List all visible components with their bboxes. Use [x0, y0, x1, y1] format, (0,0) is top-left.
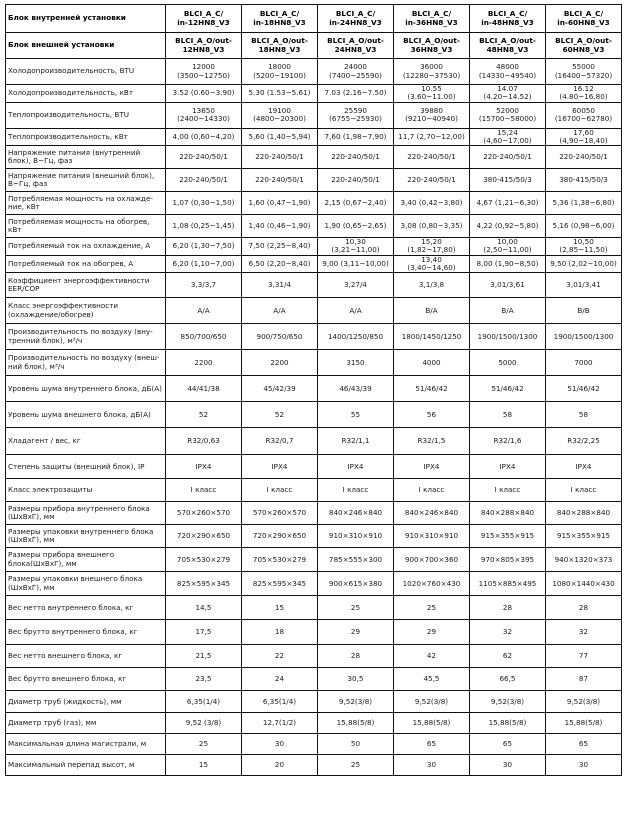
parameter-value: B/A: [394, 298, 470, 324]
parameter-value: I класс: [546, 479, 622, 502]
parameter-value: 6,20 (1,30~7,50): [166, 238, 242, 256]
parameter-value: 28: [546, 596, 622, 620]
parameter-value: 17,5: [166, 620, 242, 645]
parameter-value: 3,3/3,7: [166, 273, 242, 298]
parameter-value: 9,00 (3,11~10,00): [318, 255, 394, 273]
parameter-value: 51/46/42: [394, 376, 470, 402]
parameter-value: 12,7(1/2): [242, 713, 318, 734]
parameter-value: 10,30 (3,21~11,00): [318, 238, 394, 256]
parameter-value: IPX4: [394, 455, 470, 479]
parameter-label: Производительность по воздуху (вну-тренний блок), м³/ч: [6, 324, 166, 350]
parameter-value: 30: [470, 755, 546, 776]
parameter-value: 3150: [318, 350, 394, 376]
parameter-value: 3.52 (0.60~3.90): [166, 85, 242, 103]
parameter-value: B/A: [470, 298, 546, 324]
parameter-value: 13,40 (3,40~14,60): [394, 255, 470, 273]
parameter-value: 220-240/50/1: [470, 146, 546, 169]
parameter-value: 1,08 (0,25~1,45): [166, 215, 242, 238]
parameter-value: 15: [166, 755, 242, 776]
parameter-value: 60050 (16700~62780): [546, 102, 622, 128]
parameter-value: R32/1,5: [394, 428, 470, 455]
table-row: [6, 645, 622, 668]
parameter-value: 8,00 (1,90~8,50): [470, 255, 546, 273]
parameter-label: Теплопроизводительность, кВт: [6, 128, 166, 146]
parameter-value: 25: [166, 734, 242, 755]
parameter-label: Класс электрозащиты: [6, 479, 166, 502]
parameter-value: 42: [394, 645, 470, 668]
parameter-value: 840×288×840: [546, 502, 622, 525]
model-name: BLCI_A_O/out- 60HN8_V3: [546, 33, 622, 59]
parameter-value: 1,60 (0,47~1,90): [242, 192, 318, 215]
parameter-value: R32/1,6: [470, 428, 546, 455]
parameter-value: 915×355×915: [470, 525, 546, 548]
parameter-value: I класс: [318, 479, 394, 502]
table-row: [6, 455, 622, 479]
parameter-value: 825×595×345: [166, 572, 242, 596]
parameter-label: Диаметр труб (газ), мм: [6, 713, 166, 734]
parameter-value: 39880 (9210~40940): [394, 102, 470, 128]
parameter-value: 25: [318, 596, 394, 620]
parameter-value: 7.03 (2.16~7.50): [318, 85, 394, 103]
parameter-value: 1105×885×495: [470, 572, 546, 596]
parameter-value: 52000 (15700~58000): [470, 102, 546, 128]
parameter-label: Размеры прибора внутреннего блока (ШхВхГ), мм: [6, 502, 166, 525]
parameter-value: 7000: [546, 350, 622, 376]
parameter-value: 5.30 (1.53~5.61): [242, 85, 318, 103]
parameter-value: 4000: [394, 350, 470, 376]
parameter-value: 9,52 (3/8): [166, 713, 242, 734]
model-name: BLCI_A_O/out- 36HN8_V3: [394, 33, 470, 59]
parameter-value: 66,5: [470, 668, 546, 691]
model-name: BLCI_A_O/out- 18HN8_V3: [242, 33, 318, 59]
parameter-value: 17,60 (4,90~18,40): [546, 128, 622, 146]
parameter-value: 32: [470, 620, 546, 645]
parameter-value: 30: [394, 755, 470, 776]
parameter-value: 720×290×650: [166, 525, 242, 548]
table-row: [6, 691, 622, 713]
parameter-label: Коэффициент энергоэффективности EER/COP: [6, 273, 166, 298]
parameter-value: I класс: [394, 479, 470, 502]
parameter-value: 380-415/50/3: [546, 169, 622, 192]
table-row: [6, 525, 622, 548]
parameter-value: 77: [546, 645, 622, 668]
parameter-label: Размеры прибора внешнего блока(ШхВхГ), мм: [6, 548, 166, 572]
model-name: BLCI_A_O/out- 24HN8_V3: [318, 33, 394, 59]
parameter-value: 9,52(3/8): [546, 691, 622, 713]
parameter-value: 6,20 (1,10~7,00): [166, 255, 242, 273]
parameter-label: Потребляемая мощность на обогрев, кВт: [6, 215, 166, 238]
parameter-value: 14.07 (4.20~14.52): [470, 85, 546, 103]
parameter-value: 25590 (6755~25930): [318, 102, 394, 128]
parameter-value: 10,50 (2,85~11,50): [546, 238, 622, 256]
parameter-value: 4,67 (1,21~6,30): [470, 192, 546, 215]
spec-table: [5, 4, 622, 776]
parameter-value: IPX4: [318, 455, 394, 479]
parameter-value: 24000 (7400~25590): [318, 59, 394, 85]
table-row: [6, 238, 622, 256]
parameter-value: 3,40 (0,42~3,80): [394, 192, 470, 215]
parameter-value: 55000 (16400~57320): [546, 59, 622, 85]
parameter-label: Степень защиты (внешний блок), IP: [6, 455, 166, 479]
parameter-value: I класс: [166, 479, 242, 502]
parameter-label: Вес брутто внешнего блока, кг: [6, 668, 166, 691]
parameter-value: 840×246×840: [318, 502, 394, 525]
parameter-value: 15: [242, 596, 318, 620]
parameter-value: 29: [394, 620, 470, 645]
parameter-value: 55: [318, 402, 394, 428]
parameter-value: R32/0,63: [166, 428, 242, 455]
parameter-value: 900/750/650: [242, 324, 318, 350]
parameter-value: 25: [394, 596, 470, 620]
parameter-value: 915×355×915: [546, 525, 622, 548]
parameter-value: 15,20 (1,82~17,80): [394, 238, 470, 256]
parameter-value: 65: [470, 734, 546, 755]
parameter-value: 900×615×380: [318, 572, 394, 596]
model-name: BLCI_A_C/ in-18HN8_V3: [242, 5, 318, 33]
parameter-value: R32/1,1: [318, 428, 394, 455]
parameter-value: 970×805×395: [470, 548, 546, 572]
parameter-value: 18000 (5200~19100): [242, 59, 318, 85]
parameter-label: Производительность по воздуху (внеш-ний блок), м³/ч: [6, 350, 166, 376]
parameter-value: 825×595×345: [242, 572, 318, 596]
parameter-value: 15,88(5/8): [546, 713, 622, 734]
parameter-value: 220-240/50/1: [318, 169, 394, 192]
parameter-label: Холодопроизводительность, BTU: [6, 59, 166, 85]
parameter-value: 1400/1250/850: [318, 324, 394, 350]
parameter-value: 45/42/39: [242, 376, 318, 402]
parameter-value: 7,60 (1,98~7,90): [318, 128, 394, 146]
parameter-value: 10,00 (2,50~11,00): [470, 238, 546, 256]
parameter-value: 4,22 (0,92~5,80): [470, 215, 546, 238]
parameter-value: 87: [546, 668, 622, 691]
parameter-value: 9,50 (2,02~10,00): [546, 255, 622, 273]
table-row: [6, 350, 622, 376]
parameter-label: Теплопроизводительность, BTU: [6, 102, 166, 128]
model-name: BLCI_A_C/ in-36HN8_V3: [394, 5, 470, 33]
parameter-value: 940×1320×373: [546, 548, 622, 572]
parameter-value: 50: [318, 734, 394, 755]
parameter-value: 30,5: [318, 668, 394, 691]
table-row: [6, 502, 622, 525]
parameter-label: Потребляемый ток на обогрев, А: [6, 255, 166, 273]
table-row: [6, 713, 622, 734]
parameter-label: Вес нетто внешнего блока, кг: [6, 645, 166, 668]
parameter-value: 2200: [242, 350, 318, 376]
parameter-value: 32: [546, 620, 622, 645]
parameter-value: 6,35(1/4): [166, 691, 242, 713]
parameter-value: 3,1/3,8: [394, 273, 470, 298]
parameter-value: 840×288×840: [470, 502, 546, 525]
parameter-label: Вес нетто внутреннего блока, кг: [6, 596, 166, 620]
parameter-value: 5,36 (1,38~6,80): [546, 192, 622, 215]
parameter-label: Вес брутто внутреннего блока, кг: [6, 620, 166, 645]
parameter-value: R32/0,7: [242, 428, 318, 455]
table-row: [6, 273, 622, 298]
parameter-value: 58: [546, 402, 622, 428]
parameter-value: 570×260×570: [242, 502, 318, 525]
parameter-value: 1900/1500/1300: [470, 324, 546, 350]
model-name: BLCI_A_C/ in-12HN8_V3: [166, 5, 242, 33]
table-row: [6, 620, 622, 645]
parameter-value: 7,50 (2,25~8,40): [242, 238, 318, 256]
parameter-label: Потребляемый ток на охлаждение, А: [6, 238, 166, 256]
parameter-value: 28: [470, 596, 546, 620]
parameter-value: I класс: [242, 479, 318, 502]
parameter-value: 51/46/42: [470, 376, 546, 402]
parameter-value: 36000 (12280~37530): [394, 59, 470, 85]
parameter-value: 220-240/50/1: [242, 169, 318, 192]
parameter-label: Потребляемая мощность на охлажде-ние, кВт: [6, 192, 166, 215]
parameter-value: 9,52(3/8): [394, 691, 470, 713]
parameter-value: 6,50 (2,20~8,40): [242, 255, 318, 273]
table-row: [6, 146, 622, 169]
parameter-value: 850/700/650: [166, 324, 242, 350]
parameter-label: Хладагент / вес, кг: [6, 428, 166, 455]
parameter-value: 11,7 (2,70~12,00): [394, 128, 470, 146]
parameter-label: Напряжение питания (внешний блок), В~Гц, фаз: [6, 169, 166, 192]
model-name: BLCI_A_C/ in-60HN8_V3: [546, 5, 622, 33]
table-row: [6, 324, 622, 350]
parameter-value: IPX4: [470, 455, 546, 479]
table-row: [6, 572, 622, 596]
parameter-value: 220-240/50/1: [394, 169, 470, 192]
parameter-value: 15,88(5/8): [318, 713, 394, 734]
parameter-value: 5,16 (0,98~6,00): [546, 215, 622, 238]
parameter-value: 3,31/4: [242, 273, 318, 298]
parameter-label: Размеры упаковки внутреннего блока (ШхВхГ), мм: [6, 525, 166, 548]
parameter-value: 30: [546, 755, 622, 776]
parameter-label: Максимальная длина магистрали, м: [6, 734, 166, 755]
parameter-value: B/B: [546, 298, 622, 324]
parameter-value: 15,24 (4,60~17,00): [470, 128, 546, 146]
parameter-value: 220-240/50/1: [546, 146, 622, 169]
model-name: BLCI_A_C/ in-48HN8_V3: [470, 5, 546, 33]
parameter-label: Размеры упаковки внешнего блока (ШхВхГ), мм: [6, 572, 166, 596]
parameter-value: 62: [470, 645, 546, 668]
parameter-value: 20: [242, 755, 318, 776]
parameter-value: IPX4: [166, 455, 242, 479]
parameter-value: 9,52(3/8): [470, 691, 546, 713]
parameter-value: 24: [242, 668, 318, 691]
table-row: [6, 734, 622, 755]
table-row: [6, 59, 622, 85]
parameter-value: A/A: [166, 298, 242, 324]
parameter-value: 910×310×910: [394, 525, 470, 548]
table-row: [6, 298, 622, 324]
table-row: [6, 479, 622, 502]
parameter-value: 52: [166, 402, 242, 428]
parameter-value: 6,35(1/4): [242, 691, 318, 713]
parameter-value: 15,88(5/8): [470, 713, 546, 734]
parameter-value: 29: [318, 620, 394, 645]
parameter-value: 45,5: [394, 668, 470, 691]
parameter-value: IPX4: [242, 455, 318, 479]
parameter-value: 2,15 (0,67~2,40): [318, 192, 394, 215]
parameter-value: I класс: [470, 479, 546, 502]
parameter-value: 3,27/4: [318, 273, 394, 298]
parameter-value: 220-240/50/1: [166, 146, 242, 169]
parameter-value: 1900/1500/1300: [546, 324, 622, 350]
table-row: [6, 668, 622, 691]
parameter-value: 900×700×360: [394, 548, 470, 572]
indoor-header-row: [6, 5, 622, 33]
parameter-label: Уровень шума внутреннего блока, дБ(А): [6, 376, 166, 402]
parameter-value: 220-240/50/1: [242, 146, 318, 169]
parameter-value: 25: [318, 755, 394, 776]
parameter-value: 3,01/3,61: [470, 273, 546, 298]
parameter-value: 5000: [470, 350, 546, 376]
parameter-value: 52: [242, 402, 318, 428]
parameter-value: 1080×1440×430: [546, 572, 622, 596]
parameter-value: 705×530×279: [166, 548, 242, 572]
parameter-value: IPX4: [546, 455, 622, 479]
parameter-value: 1800/1450/1250: [394, 324, 470, 350]
table-row: [6, 596, 622, 620]
parameter-value: A/A: [318, 298, 394, 324]
parameter-label: Уровень шума внешнего блока, дБ(А): [6, 402, 166, 428]
table-row: [6, 128, 622, 146]
parameter-value: 705×530×279: [242, 548, 318, 572]
parameter-value: 785×555×300: [318, 548, 394, 572]
parameter-value: 13650 (2400~14330): [166, 102, 242, 128]
table-row: [6, 85, 622, 103]
parameter-value: 3,08 (0,80~3,35): [394, 215, 470, 238]
model-name: BLCI_A_C/ in-24HN8_V3: [318, 5, 394, 33]
parameter-value: 3,01/3,41: [546, 273, 622, 298]
parameter-label: Диаметр труб (жидкость), мм: [6, 691, 166, 713]
model-name: BLCI_A_O/out- 12HN8_V3: [166, 33, 242, 59]
parameter-value: 48000 (14330~49540): [470, 59, 546, 85]
parameter-value: 44/41/38: [166, 376, 242, 402]
parameter-value: 56: [394, 402, 470, 428]
parameter-value: 14,5: [166, 596, 242, 620]
table-row: [6, 402, 622, 428]
parameter-value: 10.55 (3.60~11.00): [394, 85, 470, 103]
parameter-value: 220-240/50/1: [318, 146, 394, 169]
parameter-value: 28: [318, 645, 394, 668]
parameter-value: 9,52(3/8): [318, 691, 394, 713]
parameter-value: 1020×760×430: [394, 572, 470, 596]
parameter-value: 4,00 (0,60~4,20): [166, 128, 242, 146]
parameter-value: 220-240/50/1: [394, 146, 470, 169]
parameter-value: 15,88(5/8): [394, 713, 470, 734]
table-row: [6, 169, 622, 192]
table-row: [6, 255, 622, 273]
table-row: [6, 428, 622, 455]
spec-sheet: [5, 4, 621, 776]
table-row: [6, 102, 622, 128]
table-row: [6, 192, 622, 215]
parameter-value: 19100 (4800~20300): [242, 102, 318, 128]
parameter-value: 51/46/42: [546, 376, 622, 402]
outdoor-header-row: [6, 33, 622, 59]
parameter-value: 1,40 (0,46~1,90): [242, 215, 318, 238]
parameter-value: 58: [470, 402, 546, 428]
parameter-value: 1,90 (0,65~2,65): [318, 215, 394, 238]
parameter-value: 840×246×840: [394, 502, 470, 525]
table-row: [6, 376, 622, 402]
table-row: [6, 215, 622, 238]
parameter-label: Класс энергоэффективности (охлаждение/обогрев): [6, 298, 166, 324]
parameter-value: R32/2,25: [546, 428, 622, 455]
parameter-label: Холодопроизводительность, кВт: [6, 85, 166, 103]
parameter-value: 910×310×910: [318, 525, 394, 548]
parameter-value: 12000 (3500~12750): [166, 59, 242, 85]
indoor-header-row-label: Блок внутренней установки: [6, 5, 166, 33]
parameter-value: 18: [242, 620, 318, 645]
table-row: [6, 755, 622, 776]
parameter-value: 65: [394, 734, 470, 755]
parameter-value: 16.12 (4.80~16.80): [546, 85, 622, 103]
parameter-value: 2200: [166, 350, 242, 376]
table-row: [6, 548, 622, 572]
parameter-value: A/A: [242, 298, 318, 324]
outdoor-header-row-label: Блок внешней установки: [6, 33, 166, 59]
parameter-label: Максимальный перепад высот, м: [6, 755, 166, 776]
parameter-value: 1,07 (0,30~1,50): [166, 192, 242, 215]
parameter-value: 23,5: [166, 668, 242, 691]
parameter-value: 220-240/50/1: [166, 169, 242, 192]
parameter-value: 380-415/50/3: [470, 169, 546, 192]
parameter-value: 46/43/39: [318, 376, 394, 402]
parameter-value: 570×260×570: [166, 502, 242, 525]
model-name: BLCI_A_O/out- 48HN8_V3: [470, 33, 546, 59]
parameter-label: Напряжение питания (внутренний блок), В~Гц, фаз: [6, 146, 166, 169]
parameter-value: 21,5: [166, 645, 242, 668]
parameter-value: 720×290×650: [242, 525, 318, 548]
parameter-value: 30: [242, 734, 318, 755]
parameter-value: 5,60 (1,40~5,94): [242, 128, 318, 146]
parameter-value: 65: [546, 734, 622, 755]
parameter-value: 22: [242, 645, 318, 668]
